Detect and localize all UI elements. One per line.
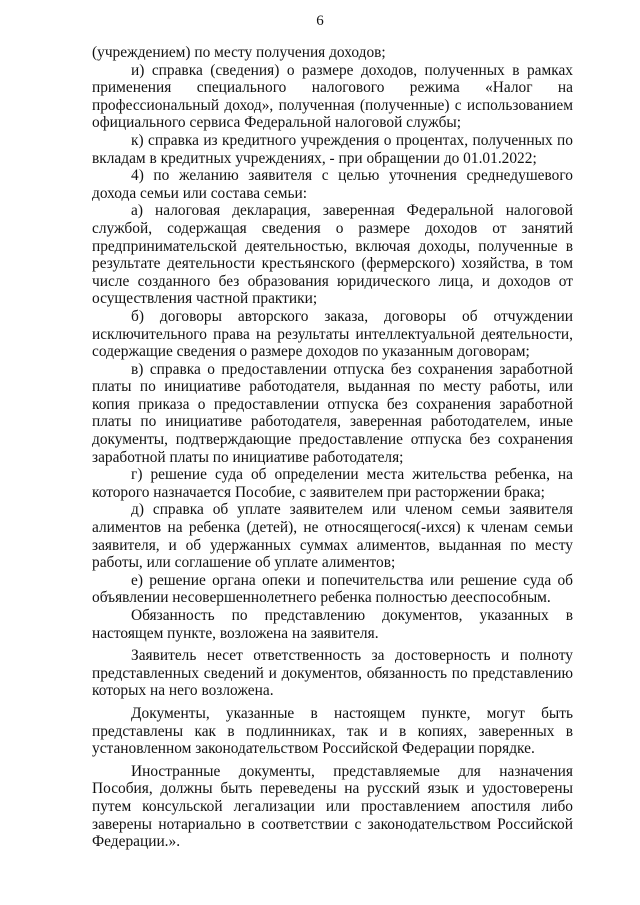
- paragraph: г) решение суда об определении места жительства ребенка, на которого назначается Пособие, с заявителем при расторжении брака;: [92, 466, 573, 501]
- paragraph: б) договоры авторского заказа, договоры об отчуждении исключительного права на результаты интеллектуальной деятельности, содержащие сведения о размере доходов по указанным договорам;: [92, 307, 573, 361]
- paragraph: и) справка (сведения) о размере доходов, полученных в рамках применения специального налогового режима «Налог на профессиональный доход», полученная (полученные) с использованием официального сервиса Федеральной налоговой службы;: [92, 61, 573, 132]
- paragraph: Заявитель несет ответственность за достоверность и полноту представленных сведений и документов, обязанность по представлению которых на него возложена.: [92, 647, 573, 700]
- paragraph: Документы, указанные в настоящем пункте, могут быть представлены как в подлинниках, так и в копиях, заверенных в установленном законодательством Российской Федерации порядке.: [92, 704, 573, 758]
- paragraph: д) справка об уплате заявителем или членом семьи заявителя алиментов на ребенка (детей), не относящегося(-ихся) к членам семьи заявителя, и об удержанных суммах алиментов, выданная по месту работы, или соглашение об уплате алиментов;: [92, 501, 573, 572]
- paragraph: Обязанность по представлению документов, указанных в настоящем пункте, возложена на заявителя.: [92, 607, 573, 642]
- paragraph: Иностранные документы, представляемые для назначения Пособия, должны быть переведены на русский язык и удостоверены путем консульской легализации или проставлением апостиля либо заверены нотариально в соответствии с законодательством Российской Федерации.».: [92, 762, 573, 851]
- paragraph: а) налоговая декларация, заверенная Федеральной налоговой службой, содержащая сведения о размере доходов от занятий предпринимательской деятельностью, включая доходы, полученные в результате деятельности крестьянского (фермерского) хозяйства, в том числе созданного без образования юридического лица, и доходов от осуществления частной практики;: [92, 202, 573, 308]
- paragraph: к) справка из кредитного учреждения о процентах, полученных по вкладам в кредитных учреждениях, - при обращении до 01.01.2022;: [92, 131, 573, 167]
- document-body: [92, 44, 573, 851]
- paragraph: в) справка о предоставлении отпуска без сохранения заработной платы по инициативе работодателя, выданная по месту работы, или копия приказа о предоставлении отпуска без сохранения заработной платы по инициативе работодателя, заверенная работодателем, иные документы, подтверждающие предоставление отпуска без сохранения заработной платы по инициативе работодателя;: [92, 360, 573, 466]
- paragraph: 4) по желанию заявителя с целью уточнения среднедушевого дохода семьи или состава семьи:: [92, 167, 573, 202]
- paragraph: е) решение органа опеки и попечительства или решение суда об объявлении несовершеннолетнего ребенка полностью дееспособным.: [92, 571, 573, 607]
- page-number: 6: [316, 13, 324, 29]
- paragraph: (учреждением) по месту получения доходов;: [92, 44, 386, 61]
